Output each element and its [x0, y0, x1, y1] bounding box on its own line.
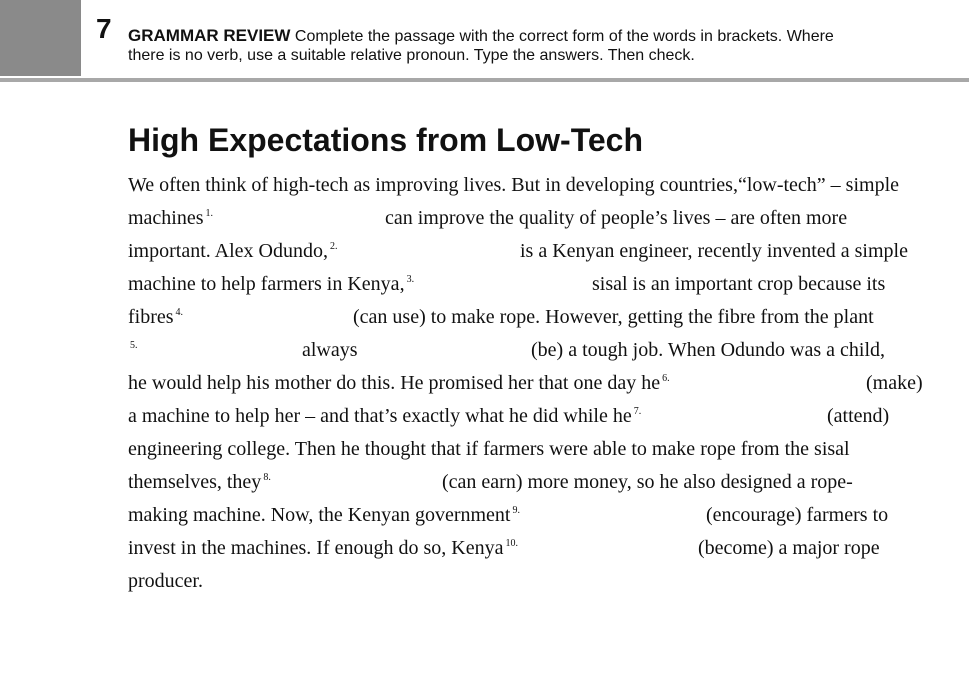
passage-text: always	[302, 339, 358, 361]
header-gray-block	[0, 0, 81, 76]
gap-number-8: 8.	[263, 472, 271, 483]
gap-number-2: 2.	[329, 241, 338, 252]
gap-3-input[interactable]	[432, 272, 587, 296]
passage-line-2	[128, 206, 213, 230]
passage-line-9: engineering college. Then he thought that if farmers were able to make rope from the sisal	[128, 438, 850, 460]
gap-5a-input[interactable]	[140, 338, 295, 362]
passage-text: fibres	[128, 306, 174, 328]
gap-4-input[interactable]	[192, 305, 347, 329]
gap-number-6: 6.	[662, 373, 670, 384]
passage-line-7	[128, 371, 670, 395]
passage-text: (attend)	[827, 405, 890, 427]
exercise-number: 7	[96, 13, 112, 44]
gap-number-9: 9.	[512, 505, 520, 516]
gap-8-input[interactable]	[282, 470, 437, 494]
passage-text: (make)	[866, 372, 923, 394]
passage-text: invest in the machines. If enough do so, Kenya	[128, 537, 504, 559]
passage-line-6	[128, 338, 138, 362]
exercise-label: GRAMMAR REVIEW	[128, 26, 291, 45]
passage-text: themselves, they	[128, 471, 262, 493]
instruction-line-2: there is no verb, use a suitable relative pronoun. Type the answers. Then check.	[128, 47, 695, 64]
passage-text: is a Kenyan engineer, recently invented a simple	[520, 240, 908, 262]
passage-text: making machine. Now, the Kenyan government	[128, 504, 511, 526]
passage-line-5	[128, 305, 183, 329]
passage-line-8	[128, 404, 641, 428]
exercise-instructions	[128, 26, 928, 65]
passage-text: (become) a major rope	[698, 537, 880, 559]
passage-text: machines	[128, 207, 204, 229]
passage-line-1: We often think of high-tech as improving lives. But in developing countries,“low-tech” – simple	[128, 174, 899, 196]
passage-text: (can earn) more money, so he also designed a rope-	[442, 471, 853, 493]
gap-1-input[interactable]	[225, 206, 380, 230]
gap-5b-input[interactable]	[362, 338, 522, 362]
passage-text: (be) a tough job. When Odundo was a child,	[531, 339, 885, 361]
gap-number-1: 1.	[205, 208, 214, 219]
gap-number-10: 10.	[505, 538, 518, 549]
exercise-header	[0, 0, 969, 80]
gap-7-input[interactable]	[666, 404, 821, 428]
passage-text: he would help his mother do this. He promised her that one day he	[128, 372, 661, 394]
gap-number-3: 3.	[406, 274, 415, 285]
gap-number-5: 5.	[130, 340, 138, 351]
passage-text: sisal is an important crop because its	[592, 273, 886, 295]
passage-line-4	[128, 272, 414, 296]
passage-text: can improve the quality of people’s lives – are often more	[385, 207, 848, 229]
passage-line-10	[128, 470, 271, 494]
passage-text: (can use) to make rope. However, getting the fibre from the plant	[353, 306, 874, 328]
passage-line-3	[128, 239, 337, 263]
passage-title: High Expectations from Low-Tech	[128, 122, 643, 158]
instruction-line-1: Complete the passage with the correct form of the words in brackets. Where	[294, 28, 834, 45]
passage-line-11	[128, 503, 520, 527]
gap-9-input[interactable]	[545, 503, 700, 527]
passage-line-13: producer.	[128, 570, 203, 592]
gap-number-7: 7.	[633, 406, 642, 417]
passage-text: (encourage) farmers to	[706, 504, 889, 526]
passage-text: machine to help farmers in Kenya,	[128, 273, 405, 295]
gap-10-input[interactable]	[538, 536, 693, 560]
gap-2-input[interactable]	[360, 239, 515, 263]
passage-text: a machine to help her – and that’s exactly what he did while he	[128, 405, 632, 427]
gap-6-input[interactable]	[705, 371, 860, 395]
header-divider	[0, 78, 969, 82]
passage-line-12	[128, 536, 518, 560]
passage-text: important. Alex Odundo,	[128, 240, 328, 262]
gap-number-4: 4.	[175, 307, 184, 318]
